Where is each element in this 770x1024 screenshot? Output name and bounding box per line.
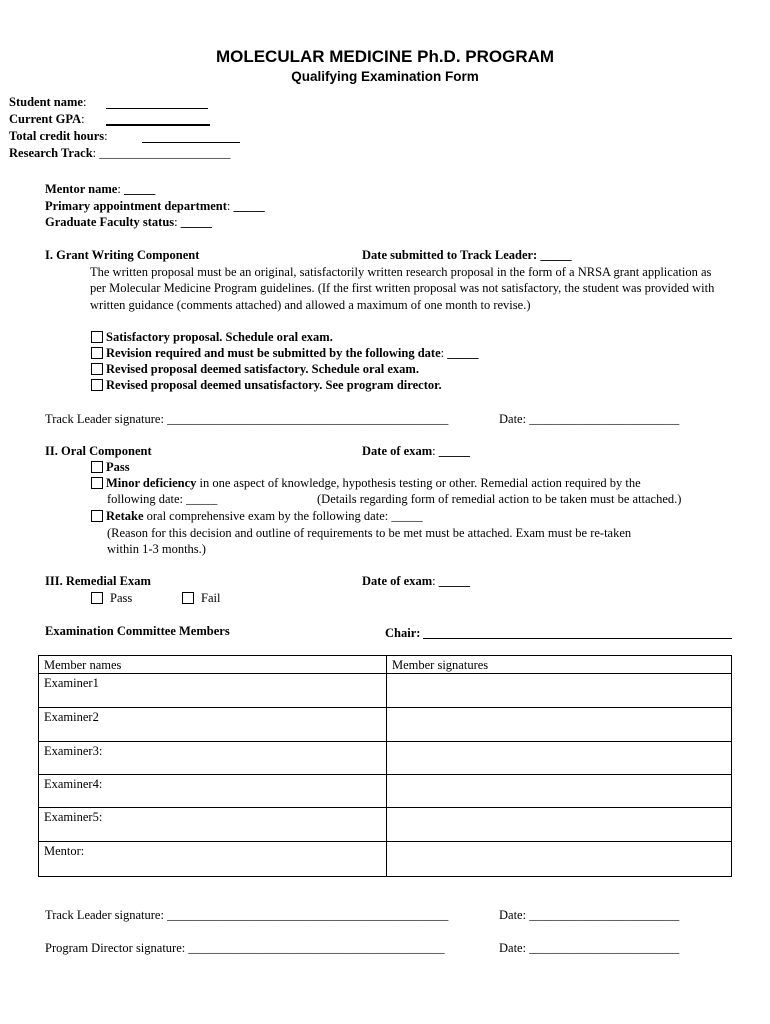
date-label-2: Date: <box>499 908 527 922</box>
member-signature-examiner2[interactable] <box>387 708 732 742</box>
member-name-examiner3: Examiner3: <box>39 742 387 775</box>
track-leader-signature-field[interactable]: _____________________________________________ <box>167 412 449 426</box>
chair-field[interactable] <box>423 626 732 639</box>
mentor-name-label: Mentor name <box>45 182 118 196</box>
minor-deficiency-label: Minor deficiency <box>106 476 197 490</box>
column-header-signatures: Member signatures <box>387 656 732 674</box>
program-director-signature-row <box>45 941 445 956</box>
grant-date-row <box>362 248 572 263</box>
track-leader-date-row-1 <box>499 412 679 427</box>
track-leader-signature-label: Track Leader signature: <box>45 412 164 426</box>
table-row <box>39 674 732 708</box>
table-row <box>39 742 732 775</box>
member-name-examiner5: Examiner5: <box>39 808 387 842</box>
grant-heading: I. Grant Writing Component <box>45 248 200 262</box>
gpa-row: Current GPA: <box>9 112 85 126</box>
program-director-signature-label: Program Director signature: <box>45 941 186 955</box>
committee-heading: Examination Committee Members <box>45 624 230 638</box>
table-header-row <box>39 656 732 674</box>
remedial-date-label: Date of exam <box>362 574 433 588</box>
retake-note-line-1: (Reason for this decision and outline of requirements to be met must be attached. Exam must be re-taken <box>107 526 632 540</box>
member-name-mentor: Mentor: <box>39 842 387 877</box>
track-row: Research Track: _____________________ <box>9 146 231 160</box>
track-leader-signature-row-2 <box>45 908 448 923</box>
date-label: Date: <box>499 412 527 426</box>
remedial-heading: III. Remedial Exam <box>45 574 151 588</box>
minor-deficiency-date-row <box>107 492 217 507</box>
remedial-fail-label: Fail <box>201 591 221 605</box>
member-signature-examiner3[interactable] <box>387 742 732 775</box>
option-revision-row: Revision required and must be submitted by the following date: _____ <box>106 346 479 360</box>
member-signature-examiner5[interactable] <box>387 808 732 842</box>
grant-description: The written proposal must be an original, satisfactorily written research proposal in the form of a NRSA grant application as per Molecular Medicine Program guidelines. (If the first written proposal was not satisfactory, the student was provided with written guidance (comments attached) and allowed a maximum of one month to revise.) <box>90 265 715 312</box>
retake-label: Retake <box>106 509 144 523</box>
option-revised-satisfactory: Revised proposal deemed satisfactory. Schedule oral exam. <box>106 362 419 376</box>
column-header-names: Member names <box>39 656 387 674</box>
checkbox-remedial-fail[interactable] <box>182 592 194 604</box>
mentor-name-row: Mentor name: _____ <box>45 182 156 196</box>
gpa-label: Current GPA <box>9 112 82 126</box>
member-signature-examiner4[interactable] <box>387 775 732 808</box>
track-leader-date-row-2 <box>499 908 679 923</box>
department-field[interactable]: _____ <box>233 199 265 213</box>
oral-pass-label: Pass <box>106 460 130 474</box>
form-subtitle: Qualifying Examination Form <box>291 69 479 84</box>
program-director-date-field[interactable]: ________________________ <box>529 941 680 955</box>
checkbox-remedial-pass[interactable] <box>91 592 103 604</box>
minor-deficiency-date-label: following date: <box>107 492 184 506</box>
member-name-examiner1: Examiner1 <box>39 674 387 708</box>
checkbox-revised-unsatisfactory[interactable] <box>91 379 103 391</box>
student-name-row: Student name: <box>9 95 87 109</box>
department-row: Primary appointment department: _____ <box>45 199 265 213</box>
option-revised-unsatisfactory: Revised proposal deemed unsatisfactory. See program director. <box>106 378 442 392</box>
retake-rest: oral comprehensive exam by the following date: <box>143 509 389 523</box>
department-label: Primary appointment department <box>45 199 227 213</box>
oral-date-row: Date of exam: _____ <box>362 444 470 458</box>
retake-text <box>106 509 423 524</box>
student-name-field[interactable] <box>106 97 208 109</box>
option-revision-required: Revision required and must be submitted by the following date <box>106 346 441 360</box>
faculty-status-field[interactable]: _____ <box>180 215 213 229</box>
checkbox-oral-pass[interactable] <box>91 461 103 473</box>
minor-deficiency-details: (Details regarding form of remedial action to be taken must be attached.) <box>317 492 682 506</box>
grant-date-field[interactable]: _____ <box>540 248 572 262</box>
member-signature-mentor[interactable] <box>387 842 732 877</box>
table-row <box>39 708 732 742</box>
program-director-date-row <box>499 941 679 956</box>
track-leader-signature-label-2: Track Leader signature: <box>45 908 164 922</box>
table-row <box>39 808 732 842</box>
track-leader-signature-field-2[interactable]: _____________________________________________ <box>167 908 449 922</box>
grant-date-label: Date submitted to Track Leader: <box>362 248 538 262</box>
remedial-date-field[interactable]: _____ <box>438 574 470 588</box>
track-leader-date-field[interactable]: ________________________ <box>529 412 680 426</box>
oral-heading: II. Oral Component <box>45 444 152 458</box>
minor-deficiency-text <box>106 476 641 491</box>
remedial-date-row: Date of exam: _____ <box>362 574 470 588</box>
faculty-status-label: Graduate Faculty status <box>45 215 175 229</box>
minor-deficiency-rest: in one aspect of knowledge, hypothesis testing or other. Remedial action required by the <box>196 476 641 490</box>
option-satisfactory: Satisfactory proposal. Schedule oral exam. <box>106 330 333 344</box>
retake-date-field[interactable]: _____ <box>391 509 423 523</box>
table-row <box>39 842 732 877</box>
checkbox-minor-deficiency[interactable] <box>91 477 103 489</box>
member-signature-examiner1[interactable] <box>387 674 732 708</box>
credits-field[interactable] <box>142 131 240 143</box>
credits-label: Total credit hours <box>9 129 105 143</box>
member-name-examiner2: Examiner2 <box>39 708 387 742</box>
oral-date-label: Date of exam <box>362 444 433 458</box>
track-field[interactable]: _____________________ <box>99 146 231 160</box>
checkbox-satisfactory[interactable] <box>91 331 103 343</box>
track-leader-date-field-2[interactable]: ________________________ <box>529 908 680 922</box>
revision-date-field[interactable]: _____ <box>447 346 479 360</box>
committee-table <box>38 655 732 877</box>
student-name-label: Student name <box>9 95 83 109</box>
faculty-status-row: Graduate Faculty status: _____ <box>45 215 213 229</box>
credits-row: Total credit hours: <box>9 129 108 143</box>
retake-note-line-2: within 1-3 months.) <box>107 542 206 556</box>
program-director-signature-field[interactable]: _________________________________________ <box>188 941 445 955</box>
track-label: Research Track <box>9 146 93 160</box>
checkbox-revision-required[interactable] <box>91 347 103 359</box>
table-row <box>39 775 732 808</box>
gpa-field[interactable] <box>106 113 210 126</box>
form-title: MOLECULAR MEDICINE Ph.D. PROGRAM <box>215 47 555 66</box>
checkbox-revised-satisfactory[interactable] <box>91 363 103 375</box>
checkbox-retake[interactable] <box>91 510 103 522</box>
oral-date-field[interactable]: _____ <box>438 444 470 458</box>
track-leader-signature-row-1 <box>45 412 448 427</box>
member-name-examiner4: Examiner4: <box>39 775 387 808</box>
mentor-name-field[interactable]: _____ <box>123 182 156 196</box>
remedial-pass-label: Pass <box>110 591 133 605</box>
minor-deficiency-date-field[interactable]: _____ <box>186 492 218 506</box>
chair-label: Chair: <box>385 626 421 640</box>
date-label-3: Date: <box>499 941 527 955</box>
